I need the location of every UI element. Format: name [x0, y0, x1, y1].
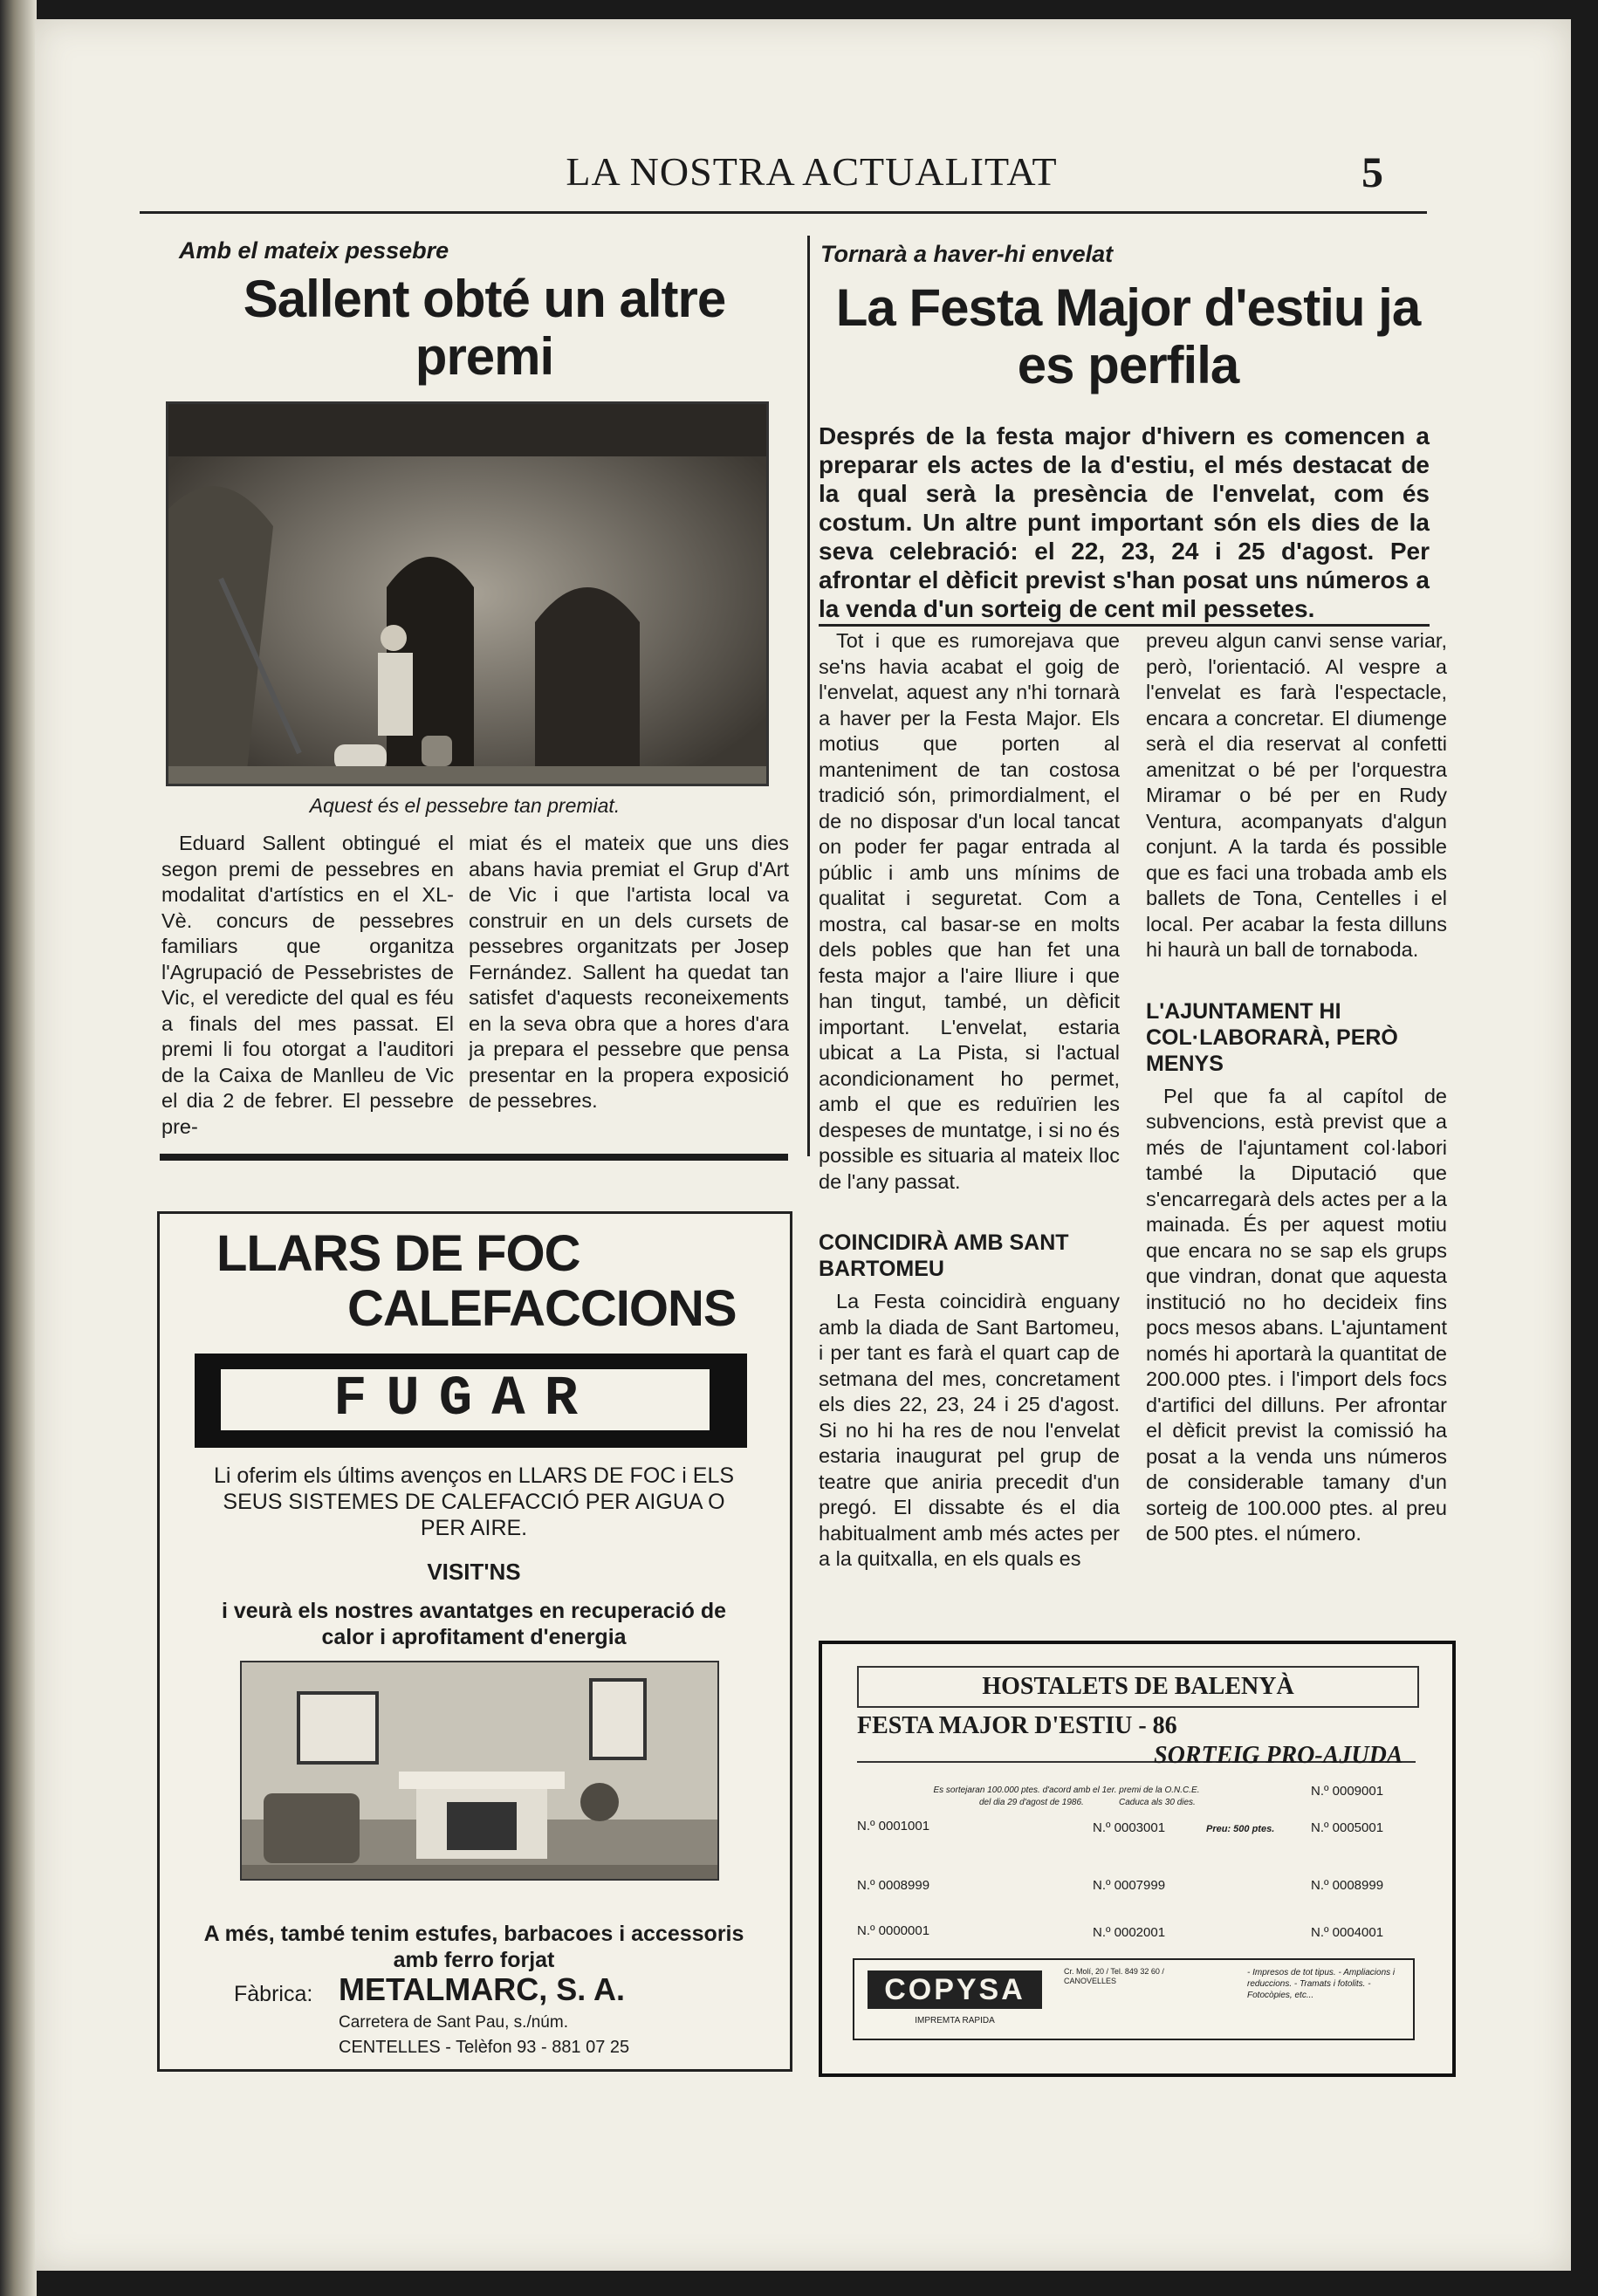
sorteig-label: SORTEIG PRO-AJUDA [1154, 1742, 1403, 1769]
right-article-kicker: Tornarà a haver-hi envelat [820, 241, 1114, 267]
subhead-sant-bartomeu: COINCIDIRÀ AMB SANT BARTOMEU [819, 1230, 1069, 1281]
fireplace-photo [240, 1661, 719, 1881]
ticket-value: 0009001 [1332, 1784, 1384, 1799]
ticket-number: N.º 0002001 [1093, 1925, 1166, 1940]
ticket-value: 0005001 [1332, 1820, 1384, 1835]
ad-text-advantages: i veurà els nostres avantatges en recuperació de calor i aprofitament d'energia [221, 1599, 727, 1649]
left-article-column-1: Eduard Sallent obtingué el segon premi de pessebres en modalitat d'artístics en el XL-Vè. concurs de pessebres familiars que organitza l'Agrupació de Pessebristes de Vic, el veredicte del qual es féu a finals del mes passat. El premi li fou otorgat a l'auditori de la Caixa de Manlleu de Vic el dia 2 de febrer. El pessebre pre- [161, 832, 454, 1138]
ticket-value: 0008999 [1332, 1878, 1384, 1893]
left-article-kicker: Amb el mateix pessebre [179, 237, 449, 264]
right-article-column-2 [1146, 628, 1447, 1547]
ticket-value: 0003001 [1114, 1820, 1166, 1835]
ticket-number: N.º 0007999 [1093, 1878, 1166, 1893]
ticket-value: 0004001 [1332, 1925, 1384, 1940]
copysa-address: Cr. Molí, 20 / Tel. 849 32 60 / CANOVELLES [1064, 1967, 1164, 1985]
pessebre-photo-image [168, 404, 766, 784]
ad-visit: VISIT'NS [427, 1559, 521, 1585]
company-address: Carretera de Sant Pau, s./núm. [339, 2013, 568, 2032]
lead-rule [819, 624, 1430, 627]
ticket-value: 0000001 [878, 1923, 930, 1938]
ticket-value: 0002001 [1114, 1925, 1166, 1940]
ad-headline-llars: LLARS DE FOC [216, 1225, 580, 1282]
ticket-number: N.º 0008999 [1311, 1878, 1384, 1893]
ticket-number: N.º 0001001 [857, 1819, 930, 1833]
photo-caption: Aquest és el pessebre tan premiat. [309, 794, 621, 817]
column-2-paragraph-1: preveu algun canvi sense variar, però, l'orientació. Al vespre a l'envelat es farà l'espectacle, encara a concretar. El diumenge serà el dia reservat al confetti amenitzat o bé per l'orquestra Miramar o bé per en Rudy Ventura, acompanyats d'algun conjunt. A la tarda és possible que es faci una trobada amb els ballets de Tona, Centelles i el local. Per acabar la festa dilluns hi haurà un ball de tornaboda. [1146, 629, 1447, 961]
factory-label: Fàbrica: [234, 1982, 313, 2006]
sorteig-subtitle: FESTA MAJOR D'ESTIU - 86 [857, 1712, 1177, 1739]
ticket-value: 0008999 [878, 1878, 930, 1893]
sorteig-price: Preu: 500 ptes. [1206, 1824, 1275, 1834]
section-divider [160, 1154, 788, 1161]
ad-headline-calefaccions: CALEFACCIONS [347, 1280, 737, 1337]
ad-text-extras: A més, també tenim estufes, barbacoes i accessoris amb ferro forjat [203, 1922, 744, 1972]
pessebre-photo [166, 401, 769, 786]
column-divider [807, 236, 810, 1156]
copysa-box [853, 1958, 1415, 2040]
right-article-column-1 [819, 628, 1120, 1573]
subhead-ajuntament: L'AJUNTAMENT HI COL·LABORARÀ, PERÒ MENYS [1146, 998, 1398, 1076]
ad-text-offer: Li oferim els últims avenços en LLARS DE FOC i ELS SEUS SISTEMES DE CALEFACCIÓ PER AIGUA O PER AIRE. [213, 1463, 735, 1540]
ticket-number: N.º 0005001 [1311, 1820, 1384, 1835]
ticket-number: N.º 0009001 [1311, 1784, 1384, 1799]
fireplace-photo-image [242, 1662, 717, 1879]
ticket-number: N.º 0008999 [857, 1878, 930, 1893]
sorteig-advertisement [819, 1641, 1456, 2077]
fugar-advertisement [157, 1211, 792, 2072]
left-article-headline: Sallent obté un altre premi [243, 270, 726, 386]
copysa-subtitle: IMPREMTA RAPIDA [915, 2016, 995, 2025]
sorteig-title: HOSTALETS DE BALENYÀ [857, 1666, 1419, 1708]
right-article-lead: Després de la festa major d'hivern es comencen a preparar els actes de la d'estiu, el més destacat de la qual serà la presència de l'envelat, com és costum. Un altre punt important són els dies de la seva celebració: el 22, 23, 24 i 25 d'agost. Per afrontar el dèficit previst s'han posat uns números a la venda d'un sorteig de cent mil pessetes. [819, 422, 1430, 622]
copysa-services: - Impresos de tot tipus. - Ampliacions i reduccions. - Tramats i fotolits. - Fotocòpies, etc... [1247, 1968, 1396, 2000]
copysa-logo: COPYSA [868, 1970, 1042, 2009]
column-2-paragraph-2: Pel que fa al capítol de subvencions, està previst que a més de l'ajuntament col·labori també la Diputació que s'encarregarà dels actes per a la mainada. És per aquest motiu que encara no se sap els grups que vindran, donat que aquesta institució no ho decideix fins pocs mesos abans. L'ajuntament només hi aportarà la quantitat de 200.000 ptes. i l'import dels focs d'artifici del dilluns. Per afrontar el dèficit previst la comissió ha posat a la venda uns números de considerable tamany d'un sorteig de 100.000 ptes. al preu de 500 ptes. el número. [1146, 1084, 1447, 1545]
left-article-column-2: miat és el mateix que uns dies abans havia premiat el Grup d'Art de Vic i que l'artista local va construir en un dels cursets de pessebres organitzats per Josep Fernández. Sallent ha quedat tan satisfet d'aquests reconeixements en la seva obra que a hores d'ara ja prepara el pessebre que pensa presentar en la propera exposició de pessebres. [469, 832, 789, 1112]
fugar-logo [195, 1354, 747, 1448]
ticket-number: N.º 0003001 [1093, 1820, 1166, 1835]
column-1-paragraph-1: Tot i que es rumorejava que se'ns havia acabat el goig de l'envelat, aquest any n'hi tornarà a haver per la Festa Major. Els motius que porten al manteniment de tan costosa tradició són, primordialment, el de no disposar d'un local tancat on poder fer pagar entrada al públic i amb uns mínims de qualitat i seguretat. Com a mostra, cal basar-se en molts dels pobles que han fet una festa major a l'aire lliure i que han tingut, també, un dèficit important. L'envelat, estaria ubicat a La Pista, si l'actual acondicionament ho permet, amb el que es reduïrien les despeses de muntatge, i si no és possible es situaria al mateix lloc de l'any passat. [819, 629, 1120, 1193]
ticket-value: 0007999 [1114, 1878, 1166, 1893]
ticket-number: N.º 0000001 [857, 1923, 930, 1938]
page-spine [0, 0, 37, 2296]
column-1-paragraph-2: La Festa coincidirà enguany amb la diada de Sant Bartomeu, i per tant es farà el quart cap de setmana del mes, concretament els dies 22, 23, 24 i 25 d'agost. Si no hi ha res de nou l'envelat estaria inaugurat pel grup de teatre que aniria precedit d'un pregó. El dissabte és el dia habitualment amb més actes per a la quitxalla, en els quals es [819, 1290, 1120, 1570]
sorteig-fine-print-1: Es sortejaran 100.000 ptes. d'acord amb el 1er. premi de la O.N.C.E. [933, 1785, 1200, 1795]
ticket-value: 0001001 [878, 1819, 930, 1833]
company-name: METALMARC, S. A. [339, 1971, 625, 2007]
sorteig-fine-print-3: Caduca als 30 dies. [1119, 1798, 1196, 1807]
right-article-headline: La Festa Major d'estiu ja es perfila [835, 278, 1421, 394]
page-number: 5 [1361, 147, 1383, 196]
ticket-number: N.º 0004001 [1311, 1925, 1384, 1940]
company-phone: CENTELLES - Telèfon 93 - 881 07 25 [339, 2038, 630, 2057]
section-title: LA NOSTRA ACTUALITAT [566, 149, 1058, 194]
fugar-logo-text: FUGAR [217, 1366, 713, 1434]
header-rule [140, 211, 1427, 214]
sorteig-fine-print-2: del dia 29 d'agost de 1986. [979, 1798, 1084, 1807]
